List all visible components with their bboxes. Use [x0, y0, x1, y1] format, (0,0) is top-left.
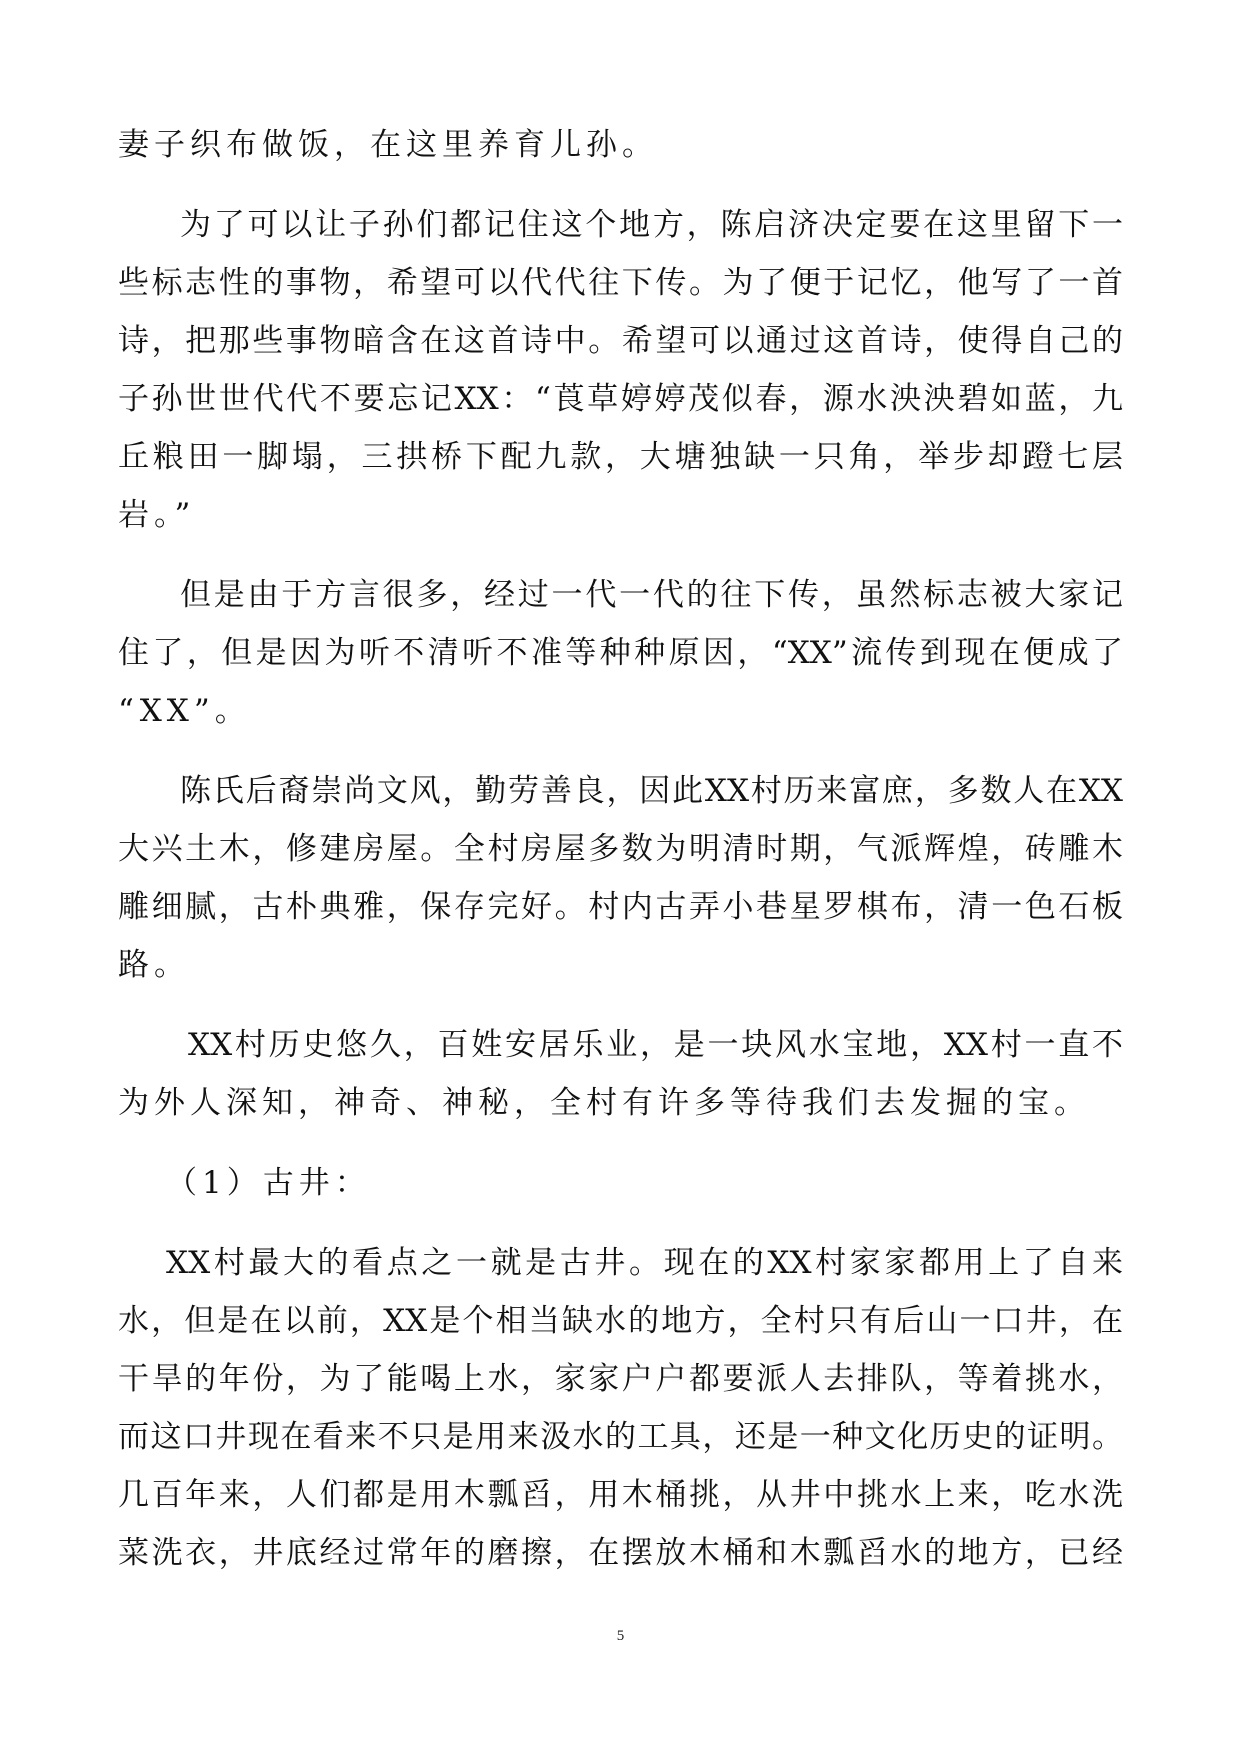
- text-line: 几百年来，人们都是用木瓢舀，用木桶挑，从井中挑水上来，吃水洗: [118, 1477, 1123, 1513]
- text-line: 为了可以让子孙们都记住这个地方，陈启济决定要在这里留下一: [180, 207, 1123, 243]
- text-line: 丘粮田一脚塌，三拱桥下配九款，大塘独缺一只角，举步却蹬七层: [118, 439, 1123, 475]
- text-line: 些标志性的事物，希望可以代代往下传。为了便于记忆，他写了一首: [118, 265, 1123, 301]
- text-line: 岩。”: [118, 497, 196, 533]
- text-line: 子孙世世代代不要忘记XX：“莨草婷婷茂似春，源水泱泱碧如蓝，九: [118, 381, 1123, 417]
- paragraph-gap: [118, 174, 1123, 196]
- text-line: 水，但是在以前，XX是个相当缺水的地方，全村只有后山一口井，在: [118, 1303, 1123, 1339]
- text-line: 为外人深知，神奇、神秘，全村有许多等待我们去发掘的宝。: [118, 1085, 1090, 1121]
- text-line: 陈氏后裔崇尚文风，勤劳善良，因此XX村历来富庶，多数人在XX: [180, 773, 1123, 809]
- text-line: XX村历史悠久，百姓安居乐业，是一块风水宝地，XX村一直不: [188, 1027, 1123, 1063]
- body-text: [118, 116, 1123, 1582]
- paragraph-gap: [118, 544, 1123, 566]
- text-line: 菜洗衣，井底经过常年的磨擦，在摆放木桶和木瓢舀水的地方，已经: [118, 1535, 1123, 1571]
- paragraph-gap: [118, 994, 1123, 1016]
- paragraph-gap: [118, 740, 1123, 762]
- text-line: 干旱的年份，为了能喝上水，家家户户都要派人去排队，等着挑水，: [118, 1361, 1123, 1397]
- text-line: 路。: [118, 947, 190, 983]
- text-line: 而这口井现在看来不只是用来汲水的工具，还是一种文化历史的证明。: [118, 1419, 1123, 1455]
- paragraph-gap: [118, 1212, 1123, 1234]
- text-line: 雕细腻，古朴典雅，保存完好。村内古弄小巷星罗棋布，清一色石板: [118, 889, 1123, 925]
- text-line: XX村最大的看点之一就是古井。现在的XX村家家都用上了自来: [166, 1245, 1123, 1281]
- text-line: 大兴土木，修建房屋。全村房屋多数为明清时期，气派辉煌，砖雕木: [118, 831, 1123, 867]
- paragraph-gap: [118, 1132, 1123, 1154]
- page-number: 5: [616, 1628, 625, 1644]
- text-line: 妻子织布做饭，在这里养育儿孙。: [118, 127, 658, 163]
- text-line: 诗，把那些事物暗含在这首诗中。希望可以通过这首诗，使得自己的: [118, 323, 1123, 359]
- text-line: （1）古井：: [166, 1165, 371, 1201]
- text-line: “XX”。: [118, 693, 251, 729]
- text-line: 但是由于方言很多，经过一代一代的往下传，虽然标志被大家记: [180, 577, 1123, 613]
- text-line: 住了，但是因为听不清听不准等种种原因，“XX”流传到现在便成了: [118, 635, 1123, 671]
